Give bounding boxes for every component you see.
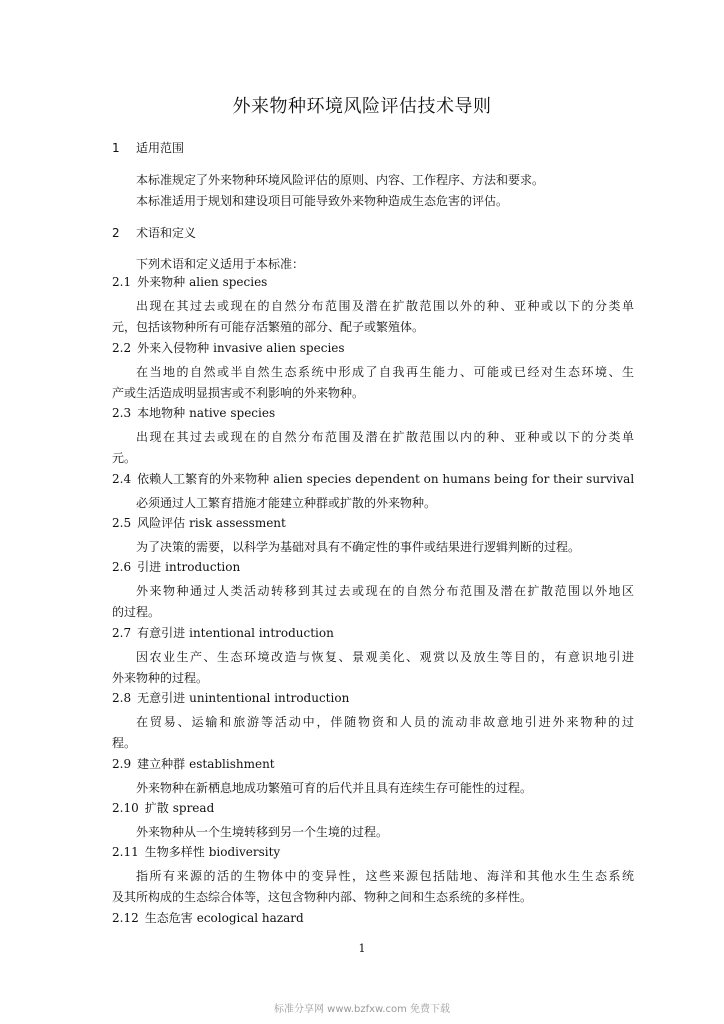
term-number: 2.4 [112,472,132,486]
term-english: alien species dependent on humans being for their survival [273,472,635,486]
definition-line: 必须通过人工繁育措施才能建立种群或扩散的外来物种。 [136,496,437,510]
term-name: 有意引进 [137,626,186,640]
term-heading [112,625,334,641]
term-number: 2.10 [112,801,139,815]
term-name: 生物多样性 [144,845,205,859]
page-title: 外来物种环境风险评估技术导则 [232,96,492,117]
term-number: 2.7 [112,626,132,640]
term-number: 2.8 [112,691,132,705]
footer-watermark: 标准分享网 www.bzfxw.com 免费下载 [274,1004,450,1015]
definition-line: 因农业生产、生态环境改造与恢复、景观美化、观赏以及放生等目的，有意识地引进 [136,650,634,664]
section-heading [112,140,184,156]
definition-line: 外来物种通过人类活动转移到其过去或现在的自然分布范围及潜在扩散范围以外地区 [136,584,634,598]
definition-line: 外来物种在新栖息地成功繁殖可育的后代并且具有连续生存可能性的过程。 [136,781,533,795]
term-name: 外来物种 [137,275,186,289]
term-heading [112,471,634,487]
term-name: 建立种群 [137,757,186,771]
term-heading [112,515,286,531]
term-number: 2.6 [112,560,132,574]
term-heading [112,405,275,421]
term-number: 2.1 [112,275,132,289]
definition-line: 在贸易、运输和旅游等活动中，伴随物资和人员的流动非故意地引进外来物种的过 [136,715,634,729]
section-number: 1 [112,141,120,155]
term-english: native species [189,406,276,420]
definition-line: 及其所构成的生态综合体等，这包含物种内部、物种之间和生态系统的多样性。 [112,890,533,904]
section-title: 术语和定义 [136,226,197,240]
definition-line: 指所有来源的活的生物体中的变异性，这些来源包括陆地、海洋和其他水生生态系统 [136,869,634,883]
term-english: intentional introduction [189,626,334,640]
definition-line: 出现在其过去或现在的自然分布范围及潜在扩散范围以内的种、亚种或以下的分类单 [136,430,634,444]
definition-line: 程。 [112,736,137,750]
term-english: establishment [189,757,275,771]
term-heading [112,340,345,356]
term-number: 2.11 [112,845,139,859]
term-number: 2.5 [112,516,132,530]
term-english: biodiversity [208,845,281,859]
term-name: 本地物种 [137,406,186,420]
term-name: 引进 [137,560,162,574]
term-heading [112,844,280,860]
definition-line: 元，包括该物种所有可能存活繁殖的部分、配子或繁殖体。 [112,320,425,334]
page-number: 1 [358,942,366,955]
definition-line: 产或生活造成明显损害或不利影响的外来物种。 [112,386,365,400]
term-heading [112,910,304,926]
term-heading [112,756,275,772]
definition-line: 出现在其过去或现在的自然分布范围及潜在扩散范围以外的种、亚种或以下的分类单 [136,299,634,313]
definition-line: 外来物种的过程。 [112,671,209,685]
term-name: 生态危害 [144,911,193,925]
term-number: 2.12 [112,911,139,925]
term-english: spread [172,801,215,815]
term-heading [112,274,267,290]
term-english: introduction [165,560,241,574]
paragraph-line: 本标准适用于规划和建设项目可能导致外来物种造成生态危害的评估。 [136,194,509,208]
definition-line: 外来物种从一个生境转移到另一个生境的过程。 [136,825,389,839]
term-name: 外来入侵物种 [137,341,210,355]
paragraph-line: 本标准规定了外来物种环境风险评估的原则、内容、工作程序、方法和要求。 [136,173,545,187]
term-english: risk assessment [189,516,286,530]
definition-line: 为了决策的需要，以科学为基础对具有不确定性的事件或结果进行逻辑判断的过程。 [136,540,581,554]
paragraph-line: 下列术语和定义适用于本标准： [136,257,305,271]
definition-line: 在当地的自然或半自然生态系统中形成了自我再生能力、可能或已经对生态环境、生 [136,365,634,379]
term-english: unintentional introduction [189,691,350,705]
term-heading [112,690,349,706]
term-english: ecological hazard [196,911,304,925]
term-heading [112,559,240,575]
term-number: 2.3 [112,406,132,420]
section-number: 2 [112,226,120,240]
definition-line: 元。 [112,451,137,465]
term-number: 2.2 [112,341,132,355]
term-name: 风险评估 [137,516,186,530]
term-number: 2.9 [112,757,132,771]
definition-line: 的过程。 [112,605,161,619]
term-name: 扩散 [144,801,169,815]
term-name: 依赖人工繁育的外来物种 [137,472,270,486]
section-heading [112,225,196,241]
section-title: 适用范围 [136,141,185,155]
term-heading [112,800,214,816]
term-name: 无意引进 [137,691,186,705]
term-english: invasive alien species [213,341,345,355]
term-english: alien species [189,275,268,289]
